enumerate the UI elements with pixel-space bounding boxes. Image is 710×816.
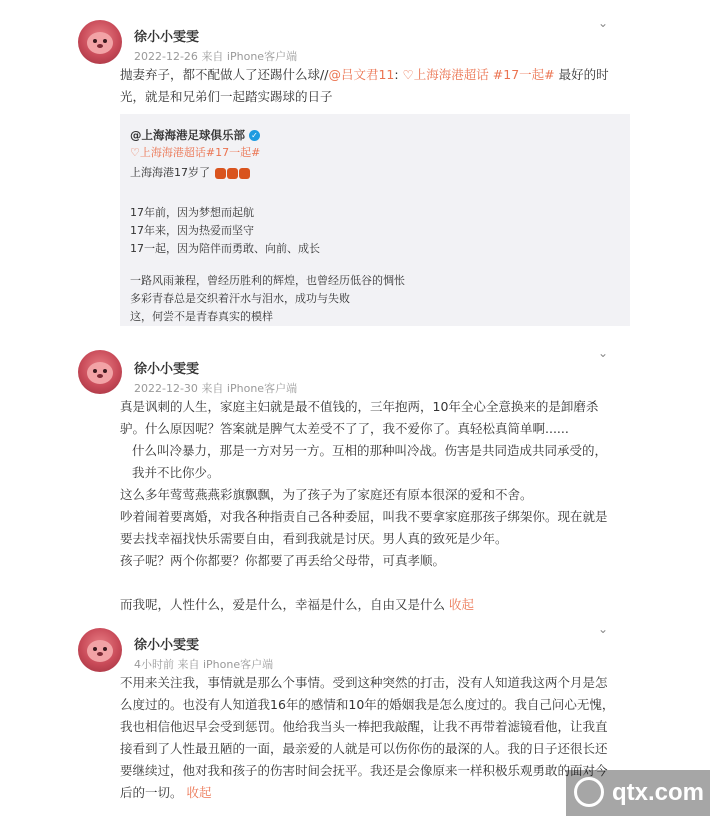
avatar-eye xyxy=(103,647,107,651)
post-last-line xyxy=(120,594,616,616)
verified-icon: ✓ xyxy=(249,130,260,141)
username[interactable]: 徐小小雯雯 xyxy=(134,638,200,653)
avatar-face xyxy=(87,32,113,54)
post-meta xyxy=(134,48,297,64)
post-source: 来自 iPhone客户端 xyxy=(201,50,298,63)
repost-line: 17年前，因为梦想而起航 xyxy=(130,206,254,219)
weibo-post-1 xyxy=(68,8,630,326)
cake-emoji-icon xyxy=(227,168,238,179)
avatar-nose xyxy=(97,44,103,48)
repost-line: 多彩青春总是交织着汗水与泪水，成功与失败 xyxy=(130,292,350,305)
repost-topic-link[interactable] xyxy=(130,144,622,162)
weibo-post-3 xyxy=(68,616,630,816)
last-line-text: 而我呢，人性什么，爱是什么，幸福是什么，自由又是什么 xyxy=(120,597,446,612)
chevron-down-icon[interactable]: ⌄ xyxy=(597,16,608,30)
post-date[interactable]: 2022-12-30 xyxy=(134,382,198,395)
cake-emoji-icon xyxy=(239,168,250,179)
repost-line: 17一起，因为陪伴而勇敢、向前、成长 xyxy=(130,242,320,255)
post-text xyxy=(120,672,616,804)
avatar[interactable] xyxy=(78,350,122,394)
ball-logo-icon xyxy=(574,777,604,807)
colon: : xyxy=(394,67,399,82)
post-source: 来自 iPhone客户端 xyxy=(201,382,298,395)
repost-topic: 上海海港超话#17一起# xyxy=(139,146,261,159)
topic-label: 上海海港超话 xyxy=(413,67,489,82)
post-text-plain: 抛妻弃子，都不配做人了还踢什么球// xyxy=(120,67,329,82)
post-paragraph: 真是讽刺的人生，家庭主妇就是最不值钱的，三年抱两，10年全心全意换来的是卸磨杀驴。什么原因呢？答案就是脾气太差受不了了，我不爱你了。真轻松真简单啊...... xyxy=(120,399,599,436)
cake-emoji-icon xyxy=(215,168,226,179)
post-text xyxy=(120,396,616,616)
repost-author-row xyxy=(130,126,622,144)
post-source: 来自 iPhone客户端 xyxy=(177,658,274,671)
chevron-down-icon[interactable]: ⌄ xyxy=(597,622,608,636)
post-meta xyxy=(134,656,273,672)
post-paragraph: 这么多年莺莺燕燕彩旗飘飘，为了孩子为了家庭还有原本很深的爱和不舍。 xyxy=(120,487,533,502)
post-meta xyxy=(134,380,297,396)
avatar-face xyxy=(87,362,113,384)
avatar-eye xyxy=(93,39,97,43)
repost-line: 一路风雨兼程，曾经历胜利的辉煌，也曾经历低谷的惆怅 xyxy=(130,274,405,287)
post-date[interactable]: 2022-12-26 xyxy=(134,50,198,63)
post-paragraph: 孩子呢？两个你都要？你都要了再丢给父母带，可真孝顺。 xyxy=(120,553,446,568)
repost-line: 17年来，因为热爱而坚守 xyxy=(130,224,254,237)
collapse-link[interactable]: 收起 xyxy=(449,597,475,612)
post-text-tail: 最好的时光，就是和兄弟们一起踏实踢球的日子 xyxy=(120,67,609,104)
avatar-nose xyxy=(97,652,103,656)
watermark-text: qtx.com xyxy=(612,779,705,806)
topic-link-2[interactable]: #17一起# xyxy=(492,67,555,82)
site-watermark xyxy=(566,770,710,816)
post-paragraph: 什么叫冷暴力，那是一方对另一方。互相的那种叫冷战。伤害是共同造成共同承受的，我并不比你少。 xyxy=(132,443,608,480)
collapse-link[interactable]: 收起 xyxy=(186,785,212,800)
weibo-post-2 xyxy=(68,338,630,610)
username[interactable]: 徐小小雯雯 xyxy=(134,30,200,45)
post-text xyxy=(120,64,616,108)
username[interactable]: 徐小小雯雯 xyxy=(134,362,200,377)
avatar-eye xyxy=(93,369,97,373)
post-date[interactable]: 4小时前 xyxy=(134,658,174,671)
avatar-eye xyxy=(93,647,97,651)
super-topic-icon: ♡ xyxy=(402,67,414,82)
repost-author[interactable]: @上海海港足球俱乐部 xyxy=(130,128,245,142)
avatar-nose xyxy=(97,374,103,378)
avatar[interactable] xyxy=(78,20,122,64)
avatar-face xyxy=(87,640,113,662)
repost-line: 这，何尝不是青春真实的模样 xyxy=(130,310,273,323)
post-paragraph: 吵着闹着要离婚，对我各种指责自己各种委屈，叫我不要拿家庭那孩子绑架你。现在就是要去找幸福找快乐需要自由，看到我就是讨厌。男人真的致死是少年。 xyxy=(120,509,608,546)
repost-title-row xyxy=(130,164,622,182)
repost-title: 上海海港17岁了 xyxy=(130,166,210,179)
avatar-eye xyxy=(103,39,107,43)
post-body: 不用来关注我，事情就是那么个事情。受到这种突然的打击，没有人知道我这两个月是怎么度过的。也没有人知道我16年的感情和10年的婚姻我是怎么度过的。我自己问心无愧，我也相信他迟早会受到惩罚。他给我当头一棒把我敲醒，让我不再带着滤镜看他，让我直接看到了人性最丑陋的一面，最亲爱的人就是可以伤你伤的最深的人。我的日子还很长还要继续过，他对我和孩子的伤害时间会抚平。我还是会像原来一样积极乐观勇敢的面对今后的一切。 xyxy=(120,675,615,800)
topic-link-1[interactable] xyxy=(403,67,489,82)
avatar[interactable] xyxy=(78,628,122,672)
avatar-eye xyxy=(103,369,107,373)
super-topic-icon: ♡ xyxy=(130,146,140,159)
mention-link[interactable]: @吕文君11 xyxy=(328,67,395,82)
repost-card[interactable] xyxy=(120,114,630,326)
chevron-down-icon[interactable]: ⌄ xyxy=(597,346,608,360)
